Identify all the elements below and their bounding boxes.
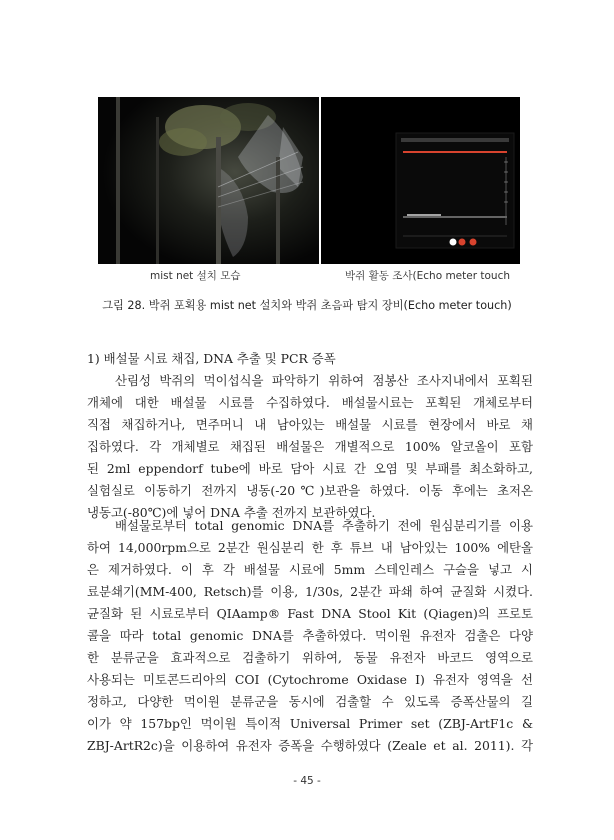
section-heading: 1) 배설물 시료 채집, DNA 추출 및 PCR 증폭 bbox=[87, 351, 336, 366]
paragraph-line: 산림성 박쥐의 먹이섭식을 파악하기 위하여 점봉산 조사지내에서 포획된 bbox=[115, 373, 533, 388]
paragraph-sample-collection bbox=[87, 370, 533, 524]
paragraph-line: 개체에 대한 배설물 시료를 수집하였다. 배설물시료는 포획된 개체로부터 bbox=[87, 395, 533, 410]
mist-net-photo-caption: mist net 설치 모습 bbox=[150, 270, 241, 282]
paragraph-line: 사용되는 미토콘드리아의 COI (Cytochrome Oxidase I) 유전자 영역을 선 bbox=[87, 672, 533, 687]
paragraph-line: 배설물로부터 total genomic DNA를 추출하기 전에 원심분리기를 이용 bbox=[115, 518, 533, 533]
paragraph-line: 정하고, 다양한 먹이원 분류군을 동시에 검출할 수 있도록 증폭산물의 길 bbox=[87, 694, 533, 709]
figure-caption: 그림 28. 박쥐 포획용 mist net 설치와 박쥐 초음파 탐지 장비(Echo meter touch) bbox=[102, 299, 512, 312]
paragraph-line: 은 제거하였다. 이 후 각 배설물 시료에 5mm 스테인레스 구슬을 넣고 시 bbox=[87, 562, 533, 577]
mist-net-photo-graphic bbox=[98, 97, 319, 264]
paragraph-line: 된 2ml eppendorf tube에 바로 담아 시료 간 오염 및 부패를 최소화하고, bbox=[87, 461, 533, 476]
paragraph-line: 실험실로 이동하기 전까지 냉동(-20℃)보관을 하였다. 이동 후에는 초저온 bbox=[87, 483, 533, 498]
paragraph-line: 직접 채집하거나, 면주머니 내 남아있는 배설물 시료를 현장에서 바로 채 bbox=[87, 417, 533, 432]
echo-meter-photo-graphic bbox=[321, 97, 520, 264]
paragraph-line: 집하였다. 각 개체별로 채집된 배설물은 개별적으로 100% 알코올이 포함 bbox=[87, 439, 533, 454]
paragraph-line: 콜을 따라 total genomic DNA를 추출하였다. 먹이원 유전자 검출은 다양 bbox=[87, 628, 533, 643]
paragraph-line: 하여 14,000rpm으로 2분간 원심분리 한 후 튜브 내 남아있는 100% 에탄올 bbox=[87, 540, 533, 555]
page-number: - 45 - bbox=[293, 775, 321, 787]
paragraph-dna-extraction bbox=[87, 515, 533, 757]
echo-meter-photo bbox=[321, 97, 520, 264]
echo-meter-photo-caption: 박쥐 활동 조사(Echo meter touch bbox=[345, 270, 510, 282]
paragraph-line: 냉동고(-80℃)에 넣어 DNA 추출 전까지 보관하였다. bbox=[87, 505, 376, 520]
paragraph-line: 이가 약 157bp인 먹이원 특이적 Universal Primer set (ZBJ-ArtF1c & bbox=[87, 716, 533, 731]
mist-net-photo bbox=[98, 97, 319, 264]
paragraph-line: 한 분류군을 효과적으로 검출하기 위하여, 동물 유전자 바코드 영역으로 bbox=[87, 650, 533, 665]
paragraph-line: 균질화 된 시료로부터 QIAamp® Fast DNA Stool Kit (Qiagen)의 프로토 bbox=[87, 606, 533, 621]
paragraph-line: ZBJ-ArtR2c)을 이용하여 유전자 증폭을 수행하였다 (Zeale et al. 2011). 각 bbox=[87, 738, 533, 753]
paragraph-line: 료분쇄기(MM-400, Retsch)를 이용, 1/30s, 2분간 파쇄 하여 균질화 시켰다. bbox=[87, 584, 533, 599]
